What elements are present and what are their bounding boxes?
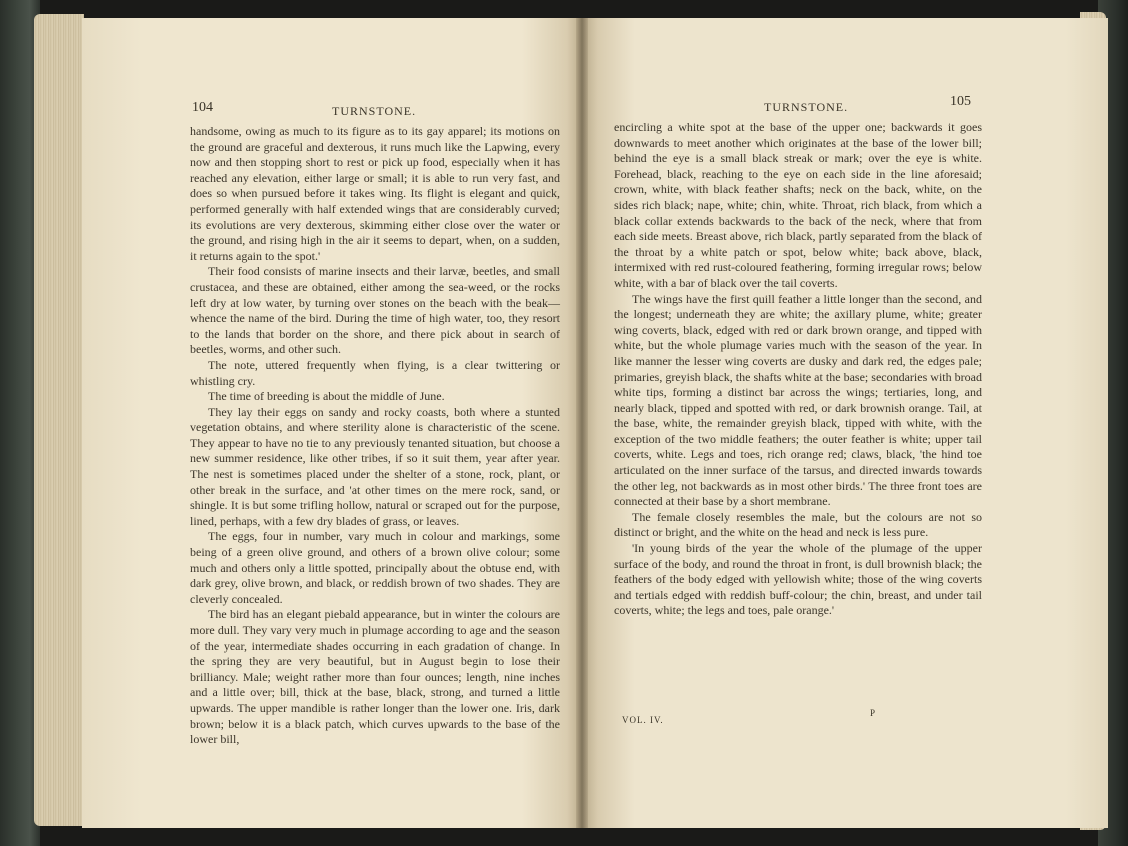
running-head-right: TURNSTONE. bbox=[764, 100, 849, 114]
paragraph: The note, uttered frequently when flying, is a clear twittering or whistling cry. bbox=[190, 357, 560, 388]
paragraph: The time of breeding is about the middle of June. bbox=[208, 389, 445, 404]
paragraph: 'In young birds of the year the whole of the plumage of the upper surface of the body, and round the throat in front, is dull brownish black; the feathers of the body edged with yellowish white; those of the wing coverts and tertials edged with reddish buff-colour; the chin, breast, and under tail coverts, white; the legs and toes, pale orange.' bbox=[614, 541, 982, 618]
running-head-left: TURNSTONE. bbox=[332, 104, 417, 118]
paragraph: They lay their eggs on sandy and rocky coasts, both where a stunted vegetation obtains, and where sterility alone is characteristic of the scene. They appear to have no tie to any previously tenanted situation, but choose a new summer residence, like other tribes, if so it suit them, year after year. The nest is sometimes placed under the shelter of a stone, rock, plant, or other break in the surface, and 'at other times on the mere rock, sand, or shingle. It is but some trifling hollow, natural or scraped out for the purpose, lined, perhaps, with a few dry blades of grass, or leaves. bbox=[190, 404, 560, 528]
page-stack-left bbox=[34, 14, 84, 826]
paragraph: encircling a white spot at the base of the upper one; backwards it goes downwards to meet another which originates at the base of the lower bill; behind the eye is a small black streak or mark; over the eye is white. Forehead, black, reaching to the eye on each side in the line aforesaid; crown, white, with black feather shafts; neck on the back, white, on the sides rich black; nape, white; chin, white. Throat, rich black, from which a black collar extends backwards to the back of the neck, where that from each side meets. Breast above, rich black, partly separated from the black of the throat by a white patch or spot, below white; back above, black, intermixed with red rust-coloured feathering, forming irregular rows; below white, with a bar of black over the tail coverts. bbox=[614, 120, 982, 290]
right-page bbox=[582, 18, 1108, 828]
paragraph: Their food consists of marine insects and their larvæ, beetles, and small crustacea, and these are obtained, either among the sea-weed, or the rocks left dry at low water, by turning over stones on the beach with the beak—whence the name of the bird. During the time of high water, too, they resort to the lands that border on the shore, and there pick about in search of beetles, worms, and other such. bbox=[190, 264, 560, 357]
book-gutter bbox=[576, 18, 588, 828]
page-number-left: 104 bbox=[192, 100, 213, 115]
paragraph: The female closely resembles the male, but the colours are not so distinct or bright, and the white on the head and neck is less pure. bbox=[614, 509, 982, 540]
left-page-text bbox=[190, 124, 560, 748]
signature-mark: P bbox=[870, 708, 877, 718]
paragraph: handsome, owing as much to its figure as to its gay apparel; its motions on the ground are graceful and dexterous, it runs much like the Lapwing, every now and then stopping short to rest or pick up food, especially when it has reached any elevation, either large or small; it is able to run very fast, and does so when pursued before it takes wing. Its flight is elegant and quick, performed generally with half extended wings that are considerably curved; its evolutions are very dexterous, skimming either close over the water or the ground, and rising high in the air it seems to depart, when, on a sudden, it returns again to the spot.' bbox=[190, 124, 560, 263]
paragraph: The bird has an elegant piebald appearance, but in winter the colours are more dull. They vary very much in plumage according to age and the season of the year, intermediate shades occurring in each gradation of change. In the spring they are very beautiful, but in August begin to lose their brilliancy. Male; weight rather more than four ounces; length, nine inches and a little over; bill, thick at the base, black, strong, and turned a little upwards. The upper mandible is rather longer than the lower one. Iris, dark brown; below it is a black patch, which curves upwards to the base of the lower bill, bbox=[190, 607, 560, 747]
volume-footer: VOL. IV. bbox=[622, 715, 664, 725]
right-page-text bbox=[614, 120, 982, 619]
paragraph: The eggs, four in number, vary much in colour and markings, some being of a green olive ground, and others of a brown olive colour; some much and others only a little spotted, principally about the obtuse end, with dark grey, olive brown, and black, or reddish brown of two shades. They are cleverly concealed. bbox=[190, 529, 560, 606]
left-page bbox=[82, 18, 582, 828]
paragraph: The wings have the first quill feather a little longer than the second, and the longest; underneath they are white; the axillary plume, white; greater wing coverts, black, edged with red or dark brown orange, and tipped with white, but the whole plumage varies much with the season of the year. In like manner the lesser wing coverts are dusky and dark red, the edges pale; primaries, greyish black, the shafts white at the base; secondaries with broad white tips, forming a distinct bar across the wings; tertiaries, long, and nearly black, tipped and spotted with red, or dark brownish orange. Tail, at the base, white, the remainder greyish black, tipped with white, with the exception of the two middle feathers; the outer feather is white; upper tail coverts, white. Legs and toes, rich orange red; claws, black, 'the hind toe articulated on the inner surface of the tarsus, and directed inwards towards the other leg, not backwards as in most other birds.' The three front toes are connected at their base by a short membrane. bbox=[614, 291, 982, 509]
page-number-right: 105 bbox=[950, 94, 971, 109]
